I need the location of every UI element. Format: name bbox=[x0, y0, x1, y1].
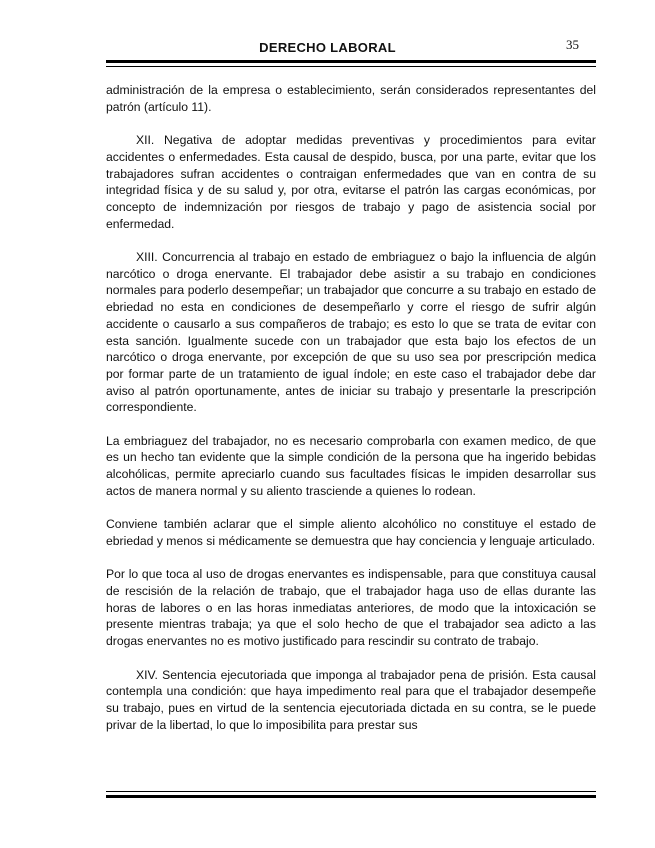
page-header bbox=[0, 0, 655, 80]
paragraph-embriaguez: La embriaguez del trabajador, no es necesario comprobarla con examen medico, de que es un hecho tan evidente que la simple condición de la persona que ha ingerido bebidas alcohólicas, permite apreciarlo cuando sus facultades físicas le impiden desarrollar sus actos de manera normal y su aliento trasciende a quienes lo rodean. bbox=[106, 433, 596, 498]
page-number: 35 bbox=[566, 37, 579, 52]
footer-rule-thin bbox=[106, 791, 596, 792]
paragraph-drogas: Por lo que toca al uso de drogas enervantes es indispensable, para que constituya causal de rescisión de la relación de trabajo, que el trabajador haga uso de ellas durante las horas de labores o en las horas inmediatas anteriores, de modo que la intoxicación se presente mientras trabaja; ya que el solo hecho de que el trabajador sea adicto a las drogas enervantes no es motivo justificado para rescindir su contrato de trabajo. bbox=[106, 567, 596, 649]
header-rule-thick bbox=[106, 60, 596, 63]
header-rule-thin bbox=[106, 66, 596, 67]
paragraph-xii: XII. Negativa de adoptar medidas preventivas y procedimientos para evitar accidentes o enfermedades. Esta causal de despido, busca, por una parte, evitar que los trabajadores sufran accidentes o contraigan enfermedades que van en contra de su integridad física y de su salud y, por otra, evitarse el patrón las cargas económicas, por concepto de indemnización por riesgos de trabajo y pago de asistencia social por enfermedad. bbox=[106, 133, 596, 231]
paragraph-xiv: XIV. Sentencia ejecutoriada que imponga al trabajador pena de prisión. Esta causal contempla una condición: que haya impedimento real para que el trabajador desempeñe su trabajo, pues en virtud de la sentencia ejecutoriada dictada en su contra, se le puede privar de la libertad, lo que lo imposibilita para prestar sus bbox=[106, 667, 596, 732]
footer-rule-thick bbox=[106, 795, 596, 798]
running-header-title: DERECHO LABORAL bbox=[259, 40, 396, 55]
paragraph-aliento: Conviene también aclarar que el simple aliento alcohólico no constituye el estado de ebriedad y menos si médicamente se demuestra que hay conciencia y lenguaje articulado. bbox=[106, 517, 596, 548]
body-text bbox=[106, 82, 596, 733]
paragraph-xiii: XIII. Concurrencia al trabajo en estado de embriaguez o bajo la influencia de algún narcótico o droga enervante. El trabajador debe asistir a su trabajo en condiciones normales para poderlo desempeñar; un trabajador que concurre a su trabajo en estado de ebriedad no esta en condiciones de desempeñarlo y corre el riesgo de sufrir algún accidente o causarlo a sus compañeros de trabajo; es esto lo que se trata de evitar con esta sanción. Igualmente sucede con un trabajador que esta bajo los efectos de un narcótico o droga enervante, por excepción de que su uso sea por prescripción medica por formar parte de un tratamiento de igual índole; en este caso el trabajador debe dar aviso al patrón oportunamente, antes de iniciar su trabajo y presentarle la prescripción correspondiente. bbox=[106, 250, 596, 415]
paragraph-continuation: administración de la empresa o establecimiento, serán considerados representantes del patrón (artículo 11). bbox=[106, 83, 596, 114]
